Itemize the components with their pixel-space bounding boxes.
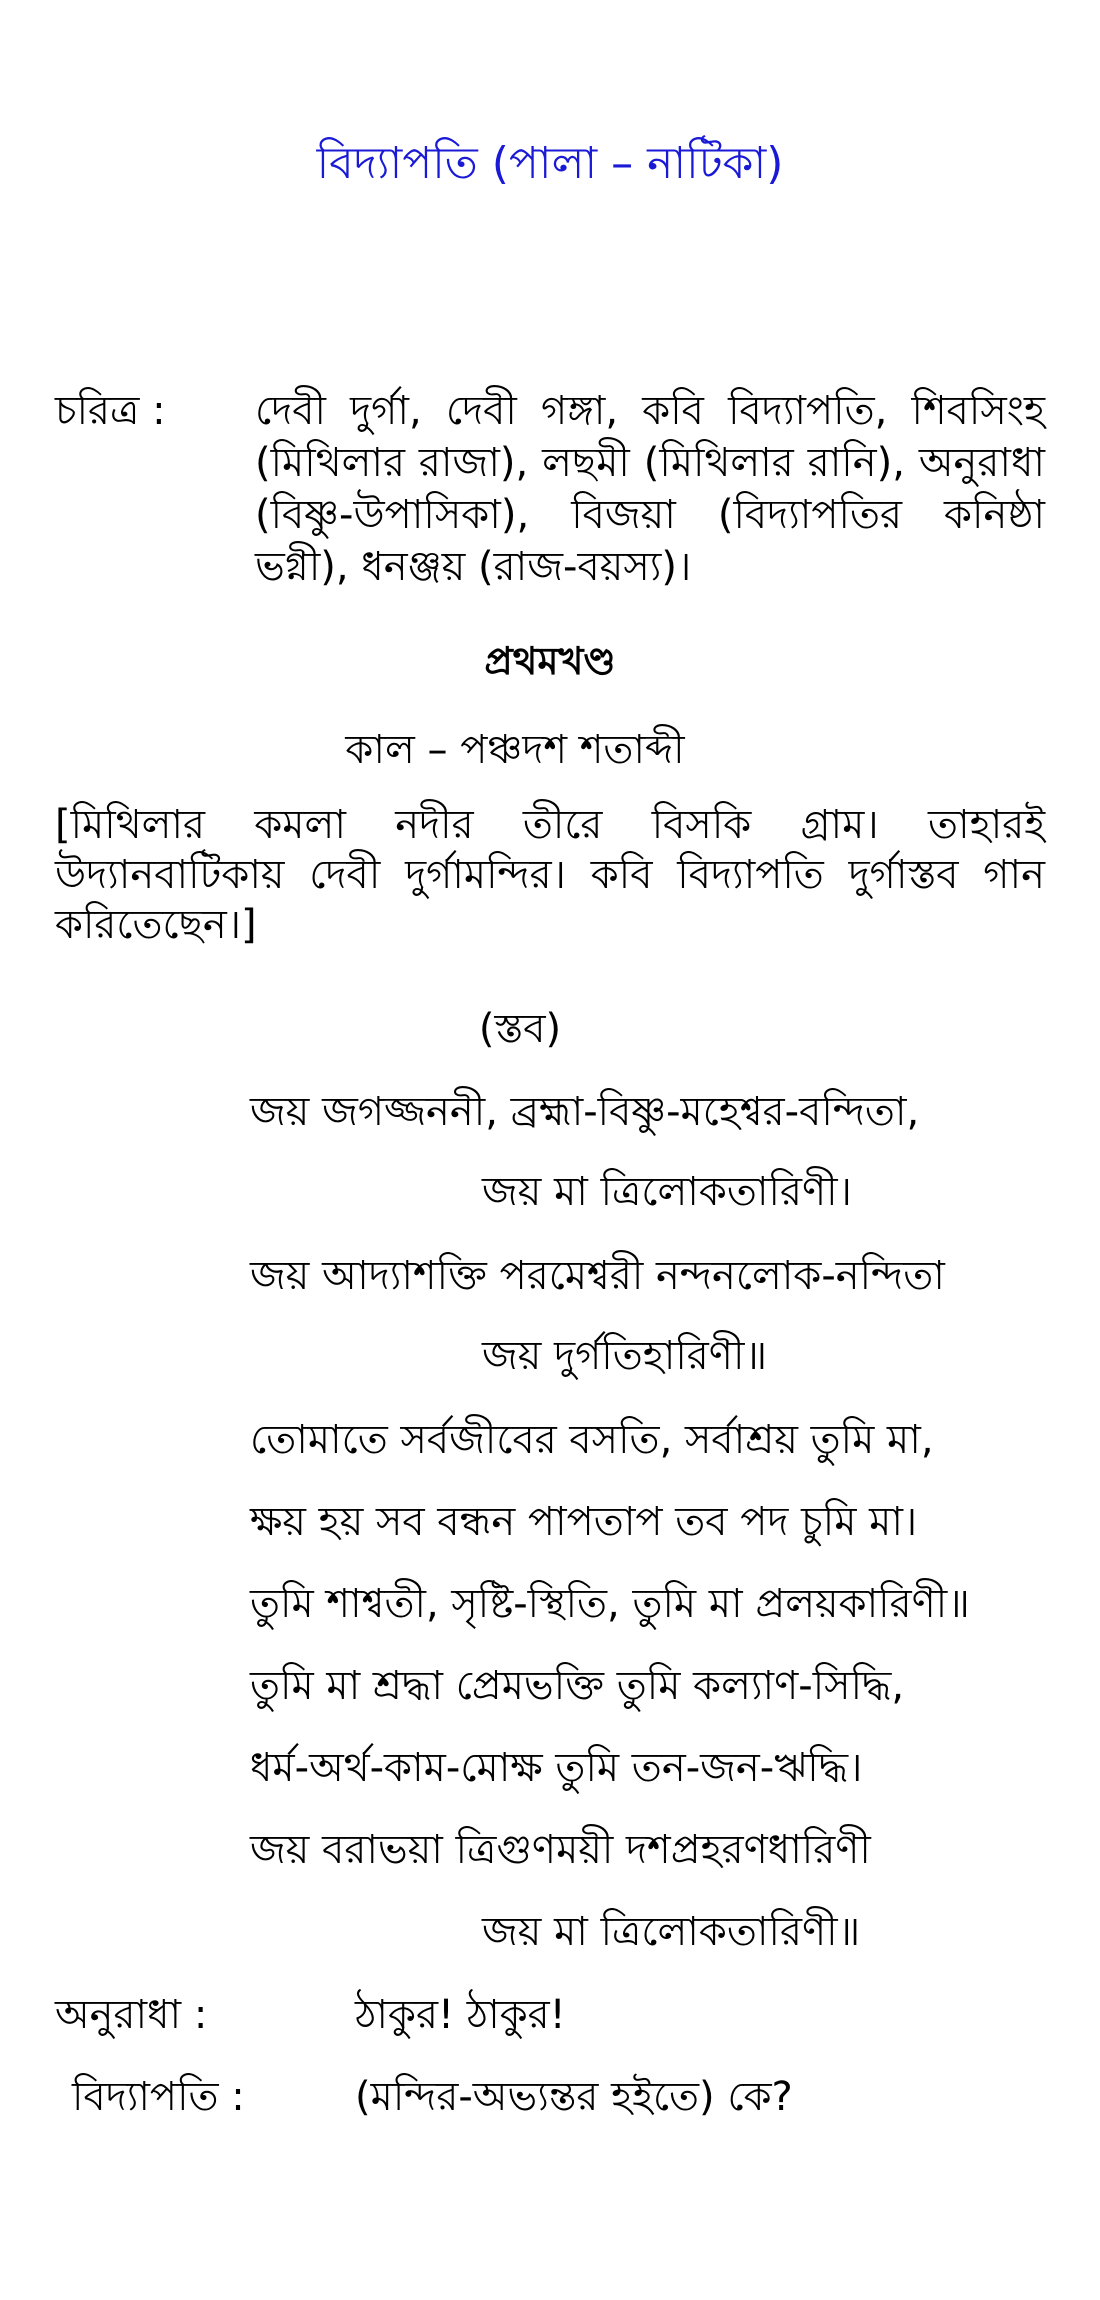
play-title: বিদ্যাপতি (পালা – নাটিকা)	[316, 138, 784, 189]
verse-line: জয় বরাভয়া ত্রিগুণময়ী দশপ্রহরণধারিণী	[250, 1827, 871, 1873]
verse-line: জয় জগজ্জননী, ব্রহ্মা-বিষ্ণু-মহেশ্বর-বন্দিতা,	[250, 1089, 920, 1135]
verse-line: জয় মা ত্রিলোকতারিণী।	[482, 1169, 852, 1215]
speaker-name: অনুরাধা :	[55, 1992, 208, 2038]
verse-line: জয় মা ত্রিলোকতারিণী॥	[482, 1909, 861, 1955]
stage-direction: [মিথিলার কমলা নদীর তীরে বিসকি গ্রাম। তাহারই উদ্যানবাটিকায় দেবী দুর্গামন্দির। কবি বিদ্যাপতি দুর্গাস্তব গান করিতেছেন।]	[55, 802, 1045, 948]
speaker-line: ঠাকুর! ঠাকুর!	[355, 1992, 566, 2038]
verse-line: তোমাতে সর্বজীবের বসতি, সর্বাশ্রয় তুমি মা,	[250, 1417, 934, 1463]
verse-line: জয় দুর্গতিহারিণী॥	[482, 1333, 768, 1379]
speaker-line: (মন্দির-অভ্যন্তর হইতে) কে?	[355, 2074, 793, 2120]
verse-line: ধর্ম-অর্থ-কাম-মোক্ষ তুমি তন-জন-ঋদ্ধি।	[250, 1745, 863, 1791]
verse-line: তুমি মা শ্রদ্ধা প্রেমভক্তি তুমি কল্যাণ-সিদ্ধি,	[250, 1663, 905, 1709]
section-title: প্রথমখণ্ড	[484, 639, 616, 683]
speaker-name: বিদ্যাপতি :	[72, 2074, 245, 2120]
verse-line: তুমি শাশ্বতী, সৃষ্টি-স্থিতি, তুমি মা প্রলয়কারিণী॥	[250, 1581, 970, 1627]
verse-line: জয় আদ্যাশক্তি পরমেশ্বরী নন্দনলোক-নন্দিতা	[250, 1253, 945, 1299]
cast-text: দেবী দুর্গা, দেবী গঙ্গা, কবি বিদ্যাপতি, শিবসিংহ (মিথিলার রাজা), লছমী (মিথিলার রানি), অনুরাধা (বিষ্ণু-উপাসিকা), বিজয়া (বিদ্যাপতির কনিষ্ঠা ভগ্নী), ধনঞ্জয় (রাজ-বয়স্য)।	[255, 388, 1045, 590]
era-line: কাল – পঞ্চদশ শতাব্দী	[345, 727, 685, 773]
verse-line: ক্ষয় হয় সব বন্ধন পাপতাপ তব পদ চুমি মা।	[250, 1499, 918, 1545]
cast-label: চরিত্র :	[55, 388, 166, 434]
hymn-title: (স্তব)	[478, 1006, 562, 1052]
